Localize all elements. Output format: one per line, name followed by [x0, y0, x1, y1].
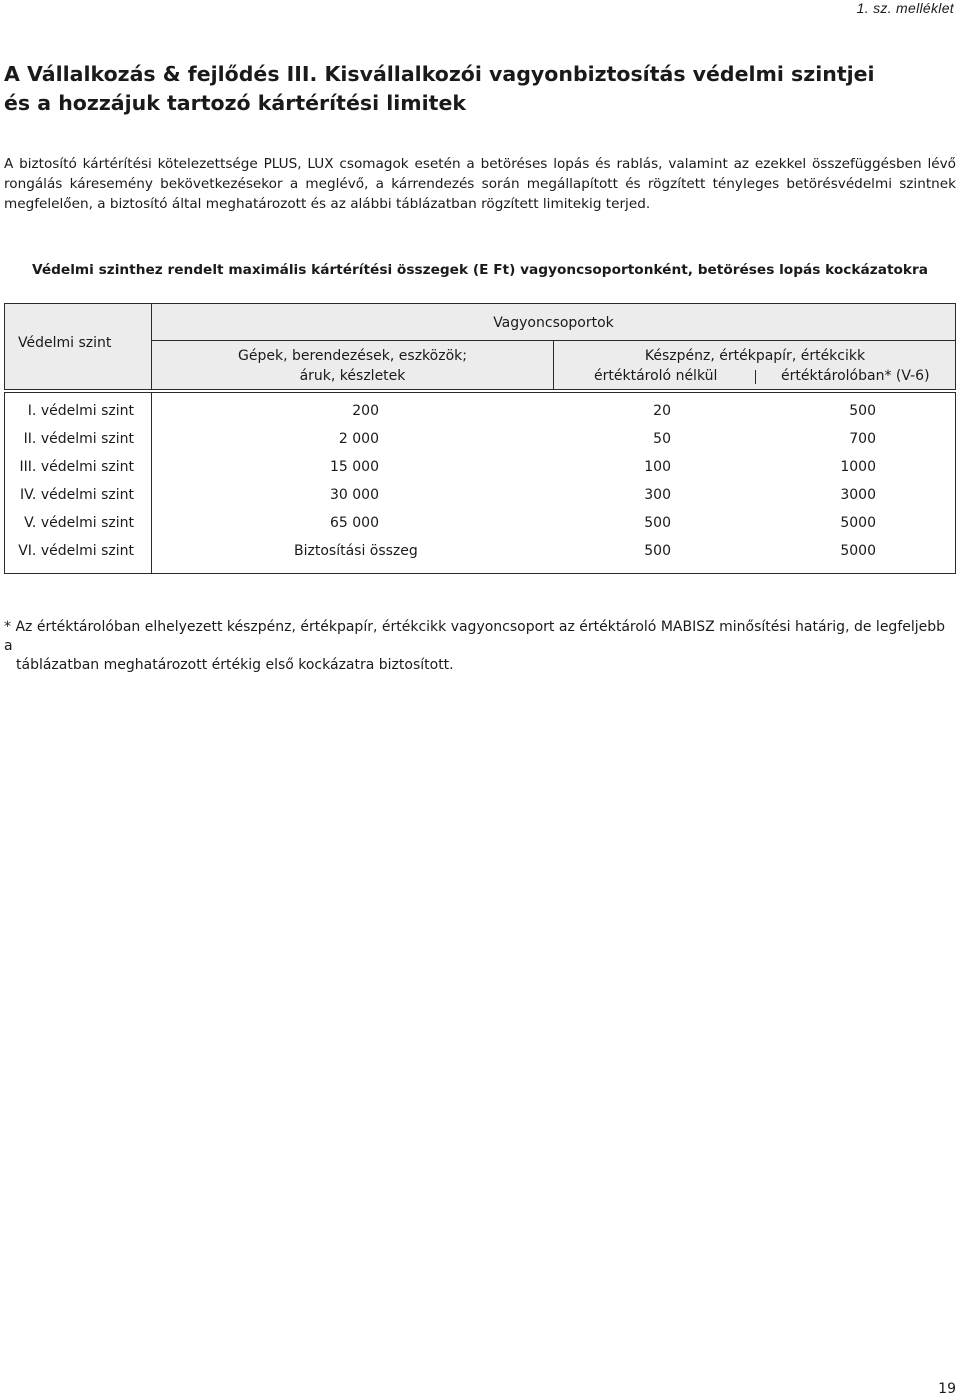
page-title	[4, 60, 944, 118]
header-machinery-line1: Gépek, berendezések, eszközök;	[238, 348, 467, 364]
level-cell: IV. védelmi szint	[20, 487, 134, 503]
header-machinery-line2: áruk, készletek	[299, 368, 406, 384]
header-subdivider	[755, 370, 756, 384]
table-row	[4, 456, 956, 484]
machinery-cell: 200	[352, 403, 379, 419]
annex-label: 1. sz. melléklet	[856, 0, 954, 16]
level-cell: V. védelmi szint	[24, 515, 134, 531]
machinery-cell: 65 000	[330, 515, 379, 531]
page-number: 19	[938, 1381, 956, 1397]
footnote	[4, 618, 956, 675]
header-cash-in-safe: értéktárolóban* (V-6)	[781, 368, 930, 384]
limits-table	[4, 303, 956, 574]
machinery-cell: 2 000	[338, 431, 379, 447]
footnote-line-1: * Az értéktárolóban elhelyezett készpénz, értékpapír, értékcikk vagyoncsoport az értéktároló MABISZ minősítési határig, de legfeljebb a	[4, 619, 946, 654]
table-row	[4, 540, 956, 568]
level-cell: III. védelmi szint	[19, 459, 134, 475]
cash-in-safe-cell: 5000	[840, 515, 876, 531]
machinery-cell: Biztosítási összeg	[294, 543, 418, 559]
cash-in-safe-cell: 3000	[840, 487, 876, 503]
cash-without-safe-cell: 500	[644, 543, 671, 559]
machinery-cell: 30 000	[330, 487, 379, 503]
cash-in-safe-cell: 700	[849, 431, 876, 447]
level-cell: II. védelmi szint	[23, 431, 134, 447]
header-cash-without-safe: értéktároló nélkül	[594, 368, 718, 384]
title-line-1: A Vállalkozás & fejlődés III. Kisvállalkozói vagyonbiztosítás védelmi szintjei	[4, 62, 875, 86]
cash-without-safe-cell: 20	[653, 403, 671, 419]
level-cell: I. védelmi szint	[27, 403, 134, 419]
table-row	[4, 484, 956, 512]
machinery-cell: 15 000	[330, 459, 379, 475]
intro-paragraph: A biztosító kártérítési kötelezettsége PLUS, LUX csomagok esetén a betöréses lopás és rablás, valamint az ezekkel összefüggésben lévő rongálás káresemény bekövetkezésekor a meglévő, a kárrendezés során megállapított és rögzített tényleges betörésvédelmi szintnek megfelelően, a biztosító által meghatározott és az alábbi táblázatban rögzített limitekig terjed.	[4, 156, 956, 212]
table-row	[4, 428, 956, 456]
header-level: Védelmi szint	[18, 335, 112, 351]
level-cell: VI. védelmi szint	[18, 543, 134, 559]
cash-without-safe-cell: 500	[644, 515, 671, 531]
cash-in-safe-cell: 1000	[840, 459, 876, 475]
footnote-line-2: táblázatban meghatározott értékig első kockázatra biztosított.	[16, 657, 454, 673]
header-cash-line1: Készpénz, értékpapír, értékcikk	[644, 348, 866, 364]
table-caption: Védelmi szinthez rendelt maximális kártérítési összegek (E Ft) vagyoncsoportonként, betöréses lopás kockázatokra	[32, 262, 928, 278]
cash-without-safe-cell: 50	[653, 431, 671, 447]
title-line-2: és a hozzájuk tartozó kártérítési limitek	[4, 91, 467, 115]
cash-without-safe-cell: 300	[644, 487, 671, 503]
cash-in-safe-cell: 500	[849, 403, 876, 419]
header-asset-groups: Vagyoncsoportok	[493, 315, 614, 331]
cash-without-safe-cell: 100	[644, 459, 671, 475]
cash-in-safe-cell: 5000	[840, 543, 876, 559]
table-row	[4, 512, 956, 540]
table-row	[4, 400, 956, 428]
